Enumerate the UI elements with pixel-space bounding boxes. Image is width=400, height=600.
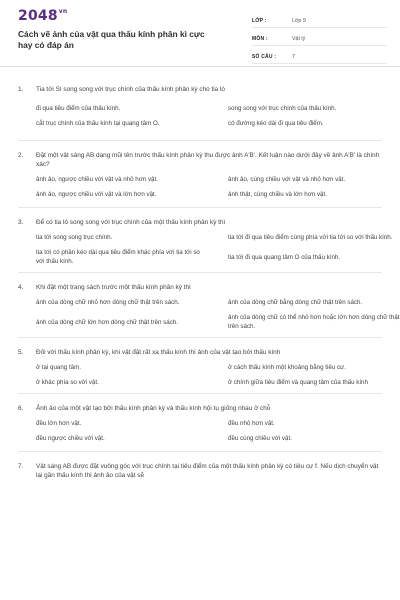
answer-option[interactable]: ở cách thấu kính một khoảng bằng tiêu cự. <box>228 364 346 371</box>
question-number: 1. <box>18 86 24 93</box>
answer-option[interactable]: ở khác phía so với vật. <box>36 379 99 386</box>
answer-option[interactable]: ảnh của dòng chữ có thể nhỏ hơn hoặc lớn hơn dòng chữ thật trên sách. <box>228 314 400 330</box>
answer-option[interactable]: đều ngược chiều với vật. <box>36 435 105 442</box>
answer-option[interactable]: ảnh của dòng chữ bằng dòng chữ thật trên sách. <box>228 299 363 306</box>
answer-option[interactable]: song song với trục chính của thấu kính. <box>228 105 337 112</box>
answer-option[interactable]: ảnh của dòng chữ nhỏ hơn dòng chữ thật trên sách. <box>36 299 180 306</box>
question-text: Khi đặt một trang sách trước một thấu kính phân kỳ thì <box>36 284 191 291</box>
question-item <box>0 67 400 140</box>
meta-label: SỐ CÂU : <box>252 53 277 60</box>
answer-option[interactable]: đều nhỏ hơn vật. <box>228 420 275 427</box>
answer-option[interactable]: ảnh thật, cùng chiều và lớn hơn vật. <box>228 191 327 198</box>
meta-value: Lớp 9 <box>292 17 306 24</box>
answer-option[interactable]: ở tại quang tâm. <box>36 364 81 371</box>
question-item <box>0 208 400 272</box>
answer-option[interactable]: tia tới đi qua tiêu điểm cùng phía với tia tới so với thấu kính. <box>228 234 393 241</box>
question-header <box>18 67 382 94</box>
question-header <box>18 273 382 292</box>
answer-option[interactable]: tia tới song song trục chính. <box>36 234 113 241</box>
question-number: 2. <box>18 152 24 159</box>
meta-subject-row <box>252 32 387 46</box>
meta-info <box>252 14 387 68</box>
question-text: Vật sáng AB được đặt vuông góc với trục chính tại tiêu điểm của một thấu kính phân kỳ có tiêu cự f. Nếu dịch chuyển vật lại gần thấu kính thì ảnh ảo của vật sẽ <box>36 463 379 479</box>
question-number: 3. <box>18 219 24 226</box>
question-item <box>0 338 400 393</box>
page-title: Cách vẽ ảnh của vật qua thấu kính phân kì cực hay có đáp án <box>18 29 205 50</box>
answer-option[interactable]: ở chính giữa tiêu điểm và quang tâm của thấu kính <box>228 379 368 386</box>
question-number: 6. <box>18 405 24 412</box>
answer-option[interactable]: đều cùng chiều với vật. <box>228 435 292 442</box>
question-text: Ảnh ảo của một vật tạo bởi thấu kính phân kỳ và thấu kính hội tụ giống nhau ở chỗ <box>36 405 271 412</box>
question-item <box>0 273 400 337</box>
question-number: 7. <box>18 463 24 470</box>
answer-options <box>18 357 382 393</box>
question-text: Tia tới SI song song với trục chính của thấu kính phân kỳ cho tia ló <box>36 86 225 93</box>
question-text: Đối với thấu kính phân kỳ, khi vật đặt rất xa thấu kính thì ảnh của vật tạo bởi thấu kính <box>36 349 281 356</box>
answer-option[interactable]: đều lớn hơn vật. <box>36 420 82 427</box>
answer-options <box>18 94 382 140</box>
answer-option[interactable]: ảnh ảo, ngược chiều với vật và lớn hơn vật. <box>36 191 157 198</box>
question-header <box>18 394 382 413</box>
site-logo[interactable]: $2048^{vn}$ <box>18 8 68 24</box>
answer-option[interactable]: tia tới có phần kéo dài qua tiêu điểm khác phía với tia tới so với thấu kính. <box>36 249 200 265</box>
meta-label: MÔN : <box>252 35 268 42</box>
meta-value: Vật lý <box>292 35 306 42</box>
question-text: Đặt một vật sáng AB dạng mũi tên trước thấu kính phân kỳ thu được ảnh A'B'. Kết luận nào dưới đây về ảnh A'B' là chính xác? <box>36 152 380 168</box>
meta-value: 7 <box>292 53 295 60</box>
answer-options <box>18 413 382 451</box>
answer-option[interactable]: cắt trục chính của thấu kính tại quang tâm O. <box>36 120 160 127</box>
answer-options <box>18 227 393 272</box>
question-header <box>18 338 382 357</box>
answer-options <box>18 292 400 337</box>
question-text: Để có tia ló song song với trục chính của một thấu kính phân kỳ thì <box>36 219 226 226</box>
answer-option[interactable]: ảnh ảo, cùng chiều với vật và nhỏ hơn vật. <box>228 176 346 183</box>
meta-label: LỚP : <box>252 17 267 24</box>
answer-option[interactable]: tia tới đi qua quang tâm O của thấu kính. <box>228 253 341 261</box>
question-header <box>18 452 382 480</box>
question-header <box>18 141 382 169</box>
answer-option[interactable]: có đường kéo dài đi qua tiêu điểm. <box>228 120 324 127</box>
answer-option[interactable]: ảnh của dòng chữ lớn hơn dòng chữ thật trên sách. <box>36 318 178 326</box>
question-list <box>0 67 400 480</box>
answer-options <box>18 169 382 207</box>
question-item <box>0 394 400 451</box>
question-item <box>0 452 400 480</box>
question-item <box>0 141 400 207</box>
question-number: 4. <box>18 284 24 291</box>
page-header <box>0 0 400 66</box>
answer-option[interactable]: đi qua tiêu điểm của thấu kính. <box>36 105 121 112</box>
meta-grade-row <box>252 14 387 28</box>
meta-count-row <box>252 50 387 64</box>
question-header <box>18 208 382 227</box>
question-number: 5. <box>18 349 24 356</box>
answer-option[interactable]: ảnh ảo, ngược chiều với vật và nhỏ hơn vật. <box>36 176 158 183</box>
